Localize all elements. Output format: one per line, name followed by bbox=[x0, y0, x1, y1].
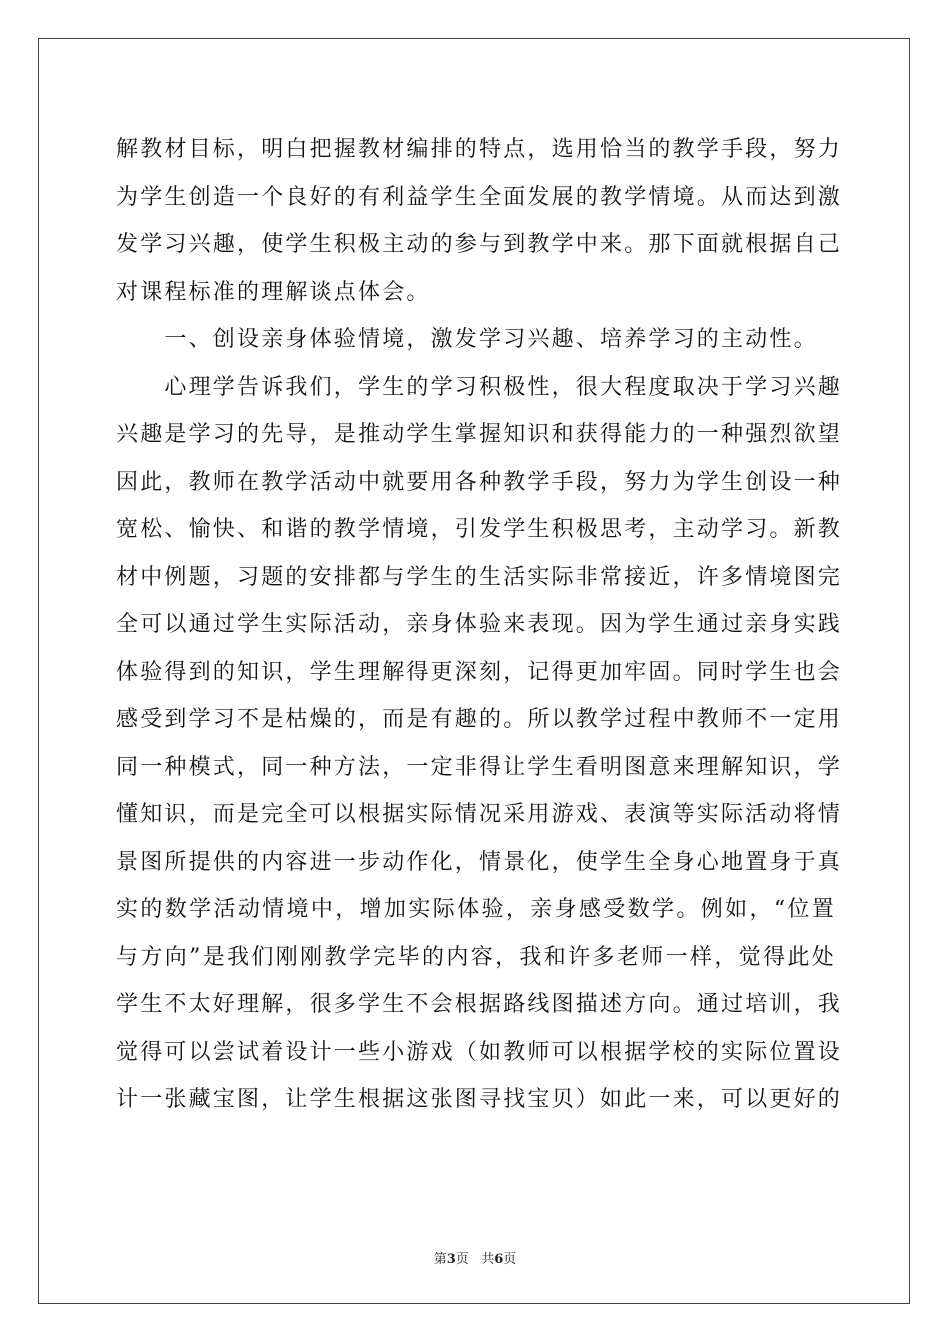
footer-total-suffix: 页 bbox=[503, 1252, 517, 1267]
footer-prefix: 第 bbox=[433, 1252, 447, 1267]
text-line: 同一种模式，同一种方法，一定非得让学生看明图意来理解知识，学 bbox=[116, 754, 843, 780]
total-pages: 6 bbox=[494, 1252, 504, 1267]
section-heading: 一、创设亲身体验情境，激发学习兴趣、培养学习的主动性。 bbox=[116, 327, 818, 352]
text-line: 发学习兴趣，使学生积极主动的参与到教学中来。那下面就根据自己 bbox=[116, 232, 843, 257]
text-line: 因此，教师在教学活动中就要用各种教学手段，努力为学生创设一种 bbox=[116, 469, 843, 495]
text-line: 懂知识，而是完全可以根据实际情况采用游戏、表演等实际活动将情 bbox=[116, 802, 843, 827]
footer-total-prefix: 共 bbox=[481, 1252, 495, 1267]
text-line: 体验得到的知识，学生理解得更深刻，记得更加牢固。同时学生也会 bbox=[116, 659, 843, 685]
text-line: 学生不太好理解，很多学生不会根据路线图描述方向。通过培训，我 bbox=[116, 992, 843, 1017]
page-footer bbox=[0, 1248, 950, 1267]
text-line: 感受到学习不是枯燥的，而是有趣的。所以教学过程中教师不一定用 bbox=[116, 707, 843, 732]
text-line: 心理学告诉我们，学生的学习积极性，很大程度取决于学习兴趣 bbox=[116, 374, 843, 400]
text-line: 全可以通过学生实际活动，亲身体验来表现。因为学生通过亲身实践 bbox=[116, 612, 843, 637]
text-line: 对课程标准的理解谈点体会。 bbox=[116, 279, 431, 305]
text-line: 计一张藏宝图，让学生根据这张图寻找宝贝）如此一来，可以更好的 bbox=[116, 1087, 843, 1112]
text-line: 觉得可以尝试着设计一些小游戏（如教师可以根据学校的实际位置设 bbox=[116, 1039, 843, 1065]
footer-page-suffix: 页 bbox=[455, 1252, 469, 1267]
text-line: 实的数学活动情境中，增加实际体验，亲身感受数学。例如，“位置 bbox=[116, 897, 836, 922]
text-line: 解教材目标，明白把握教材编排的特点，选用恰当的教学手段，努力 bbox=[116, 137, 843, 162]
body-text bbox=[116, 126, 843, 1124]
text-line: 景图所提供的内容进一步动作化，情景化，使学生全身心地置身于真 bbox=[116, 849, 843, 875]
text-line: 材中例题，习题的安排都与学生的生活实际非常接近，许多情境图完 bbox=[116, 564, 843, 590]
text-line: 宽松、愉快、和谐的教学情境，引发学生积极思考，主动学习。新教 bbox=[116, 517, 843, 542]
text-line: 为学生创造一个良好的有利益学生全面发展的教学情境。从而达到激 bbox=[116, 184, 843, 210]
text-line: 与方向”是我们刚刚教学完毕的内容，我和许多老师一样，觉得此处 bbox=[116, 944, 836, 970]
page-number: 3 bbox=[446, 1252, 456, 1267]
text-line: 兴趣是学习的先导，是推动学生掌握知识和获得能力的一种强烈欲望 bbox=[116, 422, 843, 447]
